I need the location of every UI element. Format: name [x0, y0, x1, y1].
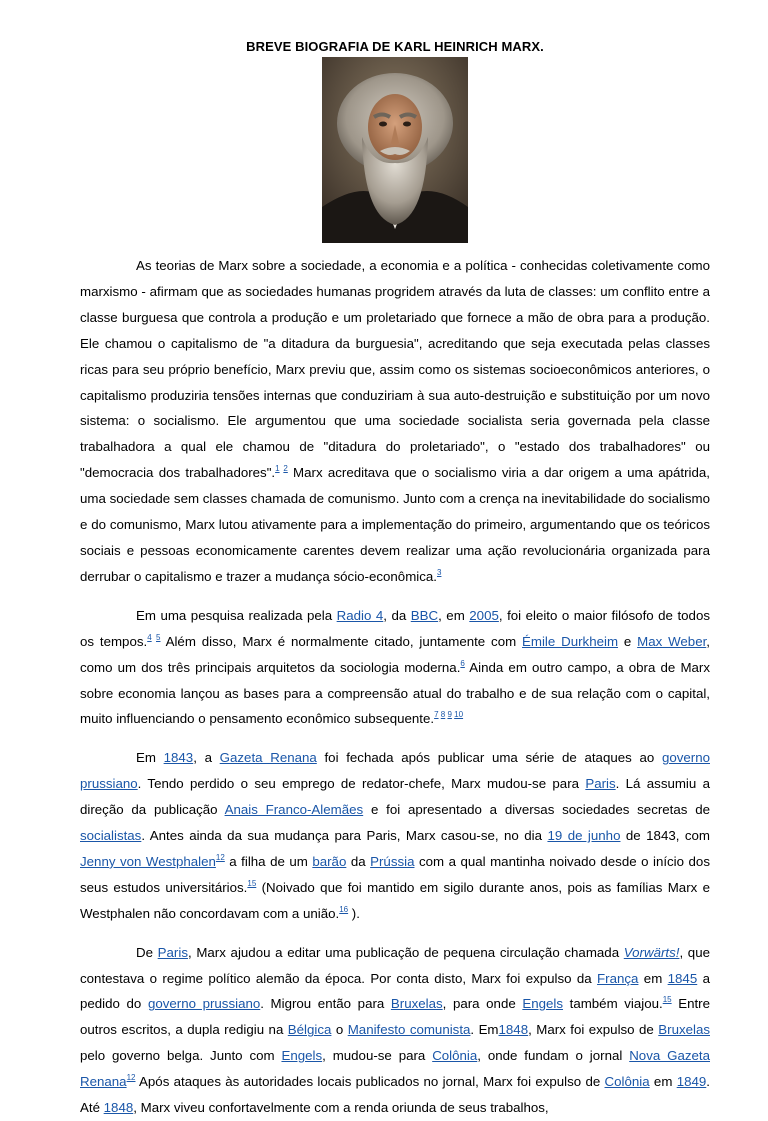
footnote-ref[interactable]: 4 [147, 632, 152, 642]
paragraph-4: De Paris, Marx ajudou a editar uma publicação de pequena circulação chamada Vorwärts!, que contestava o regime político alemão da época. Por conta disto, Marx foi expulso da França em 1845 a pedido do governo prussiano. Migrou então para Bruxelas, para onde Engels também viajou.$^{15}$ Entre outros escritos, a dupla redigiu na Bélgica o Manifesto comunista. Em1848, Marx foi expulso de Bruxelas pelo governo belga. Junto com Engels, mudou-se para Colônia, onde fundam o jornal Nova Gazeta Renana$^{12}$ Após ataques às autoridades locais publicados no jornal, Marx foi expulso de Colônia em 1849. Até 1848, Marx viveu confortavelmente com a renda oriunda de seus trabalhos, [80, 944, 710, 1116]
link-1848[interactable]: 1848 [103, 1100, 134, 1116]
link-1848[interactable]: 1848 [498, 1022, 529, 1038]
link-socialistas[interactable]: socialistas [80, 828, 142, 844]
link-prussia[interactable]: Prússia [370, 853, 415, 869]
footnote-ref[interactable]: 16 [339, 904, 349, 914]
link-weber[interactable]: Max Weber [637, 633, 707, 649]
link-colonia[interactable]: Colônia [432, 1048, 478, 1064]
link-jenny[interactable]: Jenny von Westphalen [80, 853, 216, 869]
link-bruxelas[interactable]: Bruxelas [658, 1022, 710, 1038]
paragraph-2: Em uma pesquisa realizada pela Radio 4, da BBC, em 2005, foi eleito o maior filósofo de todos os tempos.$^{4 5}$ Além disso, Marx é normalmente citado, juntamente com Émile Durkheim e Max Weber, como um dos três principais arquitetos da sociologia moderna.$^6$ Ainda em outro campo, a obra de Marx sobre economia lançou as bases para a compreensão atual do trabalho e de sua relação com o capital, muito influenciando o pensamento econômico subsequente.$^{7 8 9 10}$ [80, 607, 711, 727]
link-radio-4[interactable]: Radio 4 [336, 607, 384, 623]
footnote-ref[interactable]: 15 [662, 995, 672, 1005]
footnote-ref[interactable]: 5 [156, 632, 161, 642]
portrait-image [322, 57, 468, 243]
link-bbc[interactable]: BBC [410, 607, 439, 623]
link-gazeta-renana[interactable]: Gazeta Renana [219, 750, 317, 766]
link-belgica[interactable]: Bélgica [287, 1022, 332, 1038]
paragraph-1: As teorias de Marx sobre a sociedade, a economia e a política - conhecidas coletivamente como marxismo - afirmam que as sociedades humanas progridem através da luta de classes: um conflito entre a classe burguesa que controla a produção e um proletariado que fornece a mão de obra para a produção. Ele chamou o capitalismo de "a ditadura da burguesia", acreditando que seja executada pelas classes ricas para seu próprio benefício, Marx previu que, assim como os sistemas socioeconômicos anteriores, o capitalismo produziria tensões internas que conduziriam à sua auto-destruição e substituição por um novo sistema: o socialismo. Ele argumentou que uma sociedade socialista seria governada pela classe trabalhadora a qual ele chamou de "ditadura do proletariado", o "estado dos trabalhadores" ou "democracia dos trabalhadores".$^{1 2}$ Marx acreditava que o socialismo viria a dar origem a uma apátrida, uma sociedade sem classes chamada de comunismo. Junto com a crença na inevitabilidade do socialismo e do comunismo, Marx lutou ativamente para a implementação do primeiro, argumentando que os teóricos sociais e pessoas economicamente carentes devem realizar uma ação revolucionária organizada para derrubar o capitalismo e trazer a mudança sócio-econômica.$^3$ [80, 258, 710, 584]
link-colonia[interactable]: Colônia [604, 1074, 650, 1090]
link-governo-prussiano[interactable]: governo prussiano [80, 750, 710, 792]
link-1845[interactable]: 1845 [667, 970, 698, 986]
paragraph-3: Em 1843, a Gazeta Renana foi fechada após publicar uma série de ataques ao governo prussiano. Tendo perdido o seu emprego de redator-chefe, Marx mudou-se para Paris. Lá assumiu a direção da publicação Anais Franco-Alemães e foi apresentado a diversas sociedades secretas de socialistas. Antes ainda da sua mudança para Paris, Marx casou-se, no dia 19 de junho de 1843, com Jenny von Westphalen$^{12}$ a filha de um barão da Prússia com a qual mantinha noivado desde o início dos seus estudos universitários.$^{15}$ (Noivado que foi mantido em sigilo durante anos, pois as famílias Marx e Westphalen não concordavam com a união.$^{16}$ ). [80, 750, 710, 921]
footnote-ref[interactable]: 8 [440, 710, 446, 720]
link-engels[interactable]: Engels [281, 1048, 323, 1064]
link-barao[interactable]: barão [312, 853, 347, 869]
link-vorwarts[interactable]: Vorwärts! [623, 944, 680, 960]
link-anais[interactable]: Anais Franco-Alemães [224, 802, 364, 818]
link-durkheim[interactable]: Émile Durkheim [522, 633, 619, 649]
link-paris[interactable]: Paris [585, 776, 616, 792]
link-governo-prussiano[interactable]: governo prussiano [147, 996, 261, 1012]
footnote-ref[interactable]: 3 [436, 567, 442, 577]
portrait-container [80, 57, 710, 243]
link-nova-gazeta[interactable]: Nova Gazeta Renana [80, 1048, 710, 1090]
link-franca[interactable]: França [597, 970, 639, 986]
footnote-ref[interactable]: 10 [454, 710, 464, 720]
footnote-ref[interactable]: 12 [126, 1073, 136, 1083]
link-engels[interactable]: Engels [522, 996, 564, 1012]
link-paris[interactable]: Paris [157, 944, 188, 960]
link-manifesto[interactable]: Manifesto comunista [347, 1022, 471, 1038]
footnote-ref[interactable]: 2 [283, 464, 288, 474]
footnote-ref[interactable]: 15 [247, 878, 257, 888]
link-1843[interactable]: 1843 [163, 750, 194, 766]
footnote-ref[interactable]: 9 [447, 710, 452, 720]
footnote-ref[interactable]: 12 [215, 852, 225, 862]
link-bruxelas[interactable]: Bruxelas [390, 996, 443, 1012]
footnote-ref[interactable]: 1 [275, 464, 280, 474]
footnote-ref[interactable]: 6 [460, 658, 465, 668]
document-title: BREVE BIOGRAFIA DE KARL HEINRICH MARX. [246, 39, 544, 54]
link-19-junho[interactable]: 19 de junho [547, 828, 621, 844]
footnote-ref[interactable]: 7 [434, 710, 439, 720]
link-2005[interactable]: 2005 [469, 607, 499, 623]
link-1849[interactable]: 1849 [676, 1074, 707, 1090]
